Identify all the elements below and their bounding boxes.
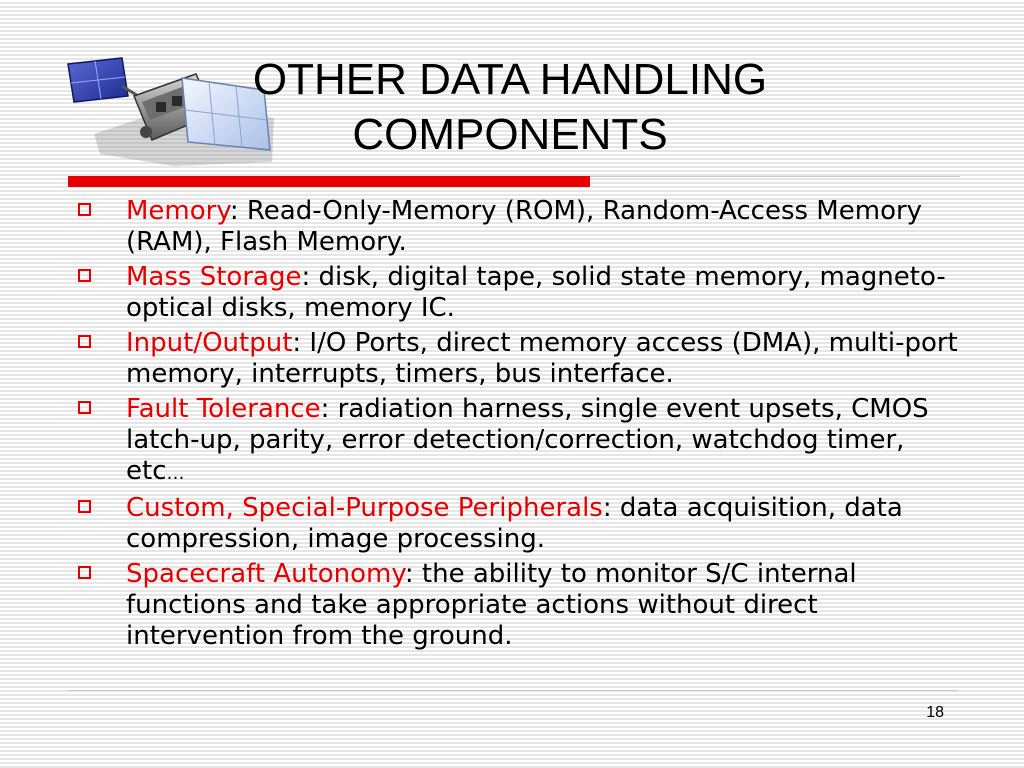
title-underline-rule (590, 176, 960, 177)
slide-title-line-2: COMPONENTS (352, 110, 668, 159)
footer-rule (68, 690, 958, 691)
hollow-square-icon (78, 203, 91, 216)
bullet-text: : disk, digital tape, solid state memory, magneto-optical disks, memory IC. (126, 262, 946, 323)
hollow-square-icon (78, 335, 91, 348)
bullet-item-memory (76, 196, 966, 258)
hollow-square-icon (78, 566, 91, 579)
bullet-term: Fault Tolerance (126, 394, 321, 424)
bullet-item-mass-storage (76, 262, 966, 324)
bullet-text: : data acquisition, data compression, image processing. (126, 493, 903, 554)
title-underline-accent (68, 176, 590, 187)
bullet-text: : I/O Ports, direct memory access (DMA), multi-port memory, interrupts, timers, bus interface. (126, 328, 958, 389)
slide-title-line-1: OTHER DATA HANDLING (252, 55, 768, 104)
bullet-term: Input/Output (126, 328, 293, 358)
bullet-term: Spacecraft Autonomy (126, 559, 405, 589)
bullet-text: : Read-Only-Memory (ROM), Random-Access Memory (RAM), Flash Memory. (126, 196, 923, 257)
page-number: 18 (926, 704, 944, 721)
bullet-ellipsis: … (166, 463, 185, 484)
bullet-item-input-output (76, 328, 966, 390)
hollow-square-icon (78, 401, 91, 414)
bullet-item-fault-tolerance (76, 394, 966, 489)
bullet-term: Custom, Special-Purpose Peripherals (126, 493, 603, 523)
hollow-square-icon (78, 500, 91, 513)
bullet-text: : the ability to monitor S/C internal functions and take appropriate actions without direct intervention from the ground. (126, 559, 857, 651)
bullet-list (76, 196, 966, 656)
hollow-square-icon (78, 269, 91, 282)
bullet-term: Mass Storage (126, 262, 302, 292)
bullet-item-spacecraft-autonomy (76, 559, 966, 652)
bullet-text: : radiation harness, single event upsets, CMOS latch-up, parity, error detection/correction, watchdog timer, etc (126, 394, 929, 486)
bullet-item-custom-peripherals (76, 493, 966, 555)
bullet-term: Memory (126, 196, 230, 226)
slide-title (190, 52, 830, 162)
